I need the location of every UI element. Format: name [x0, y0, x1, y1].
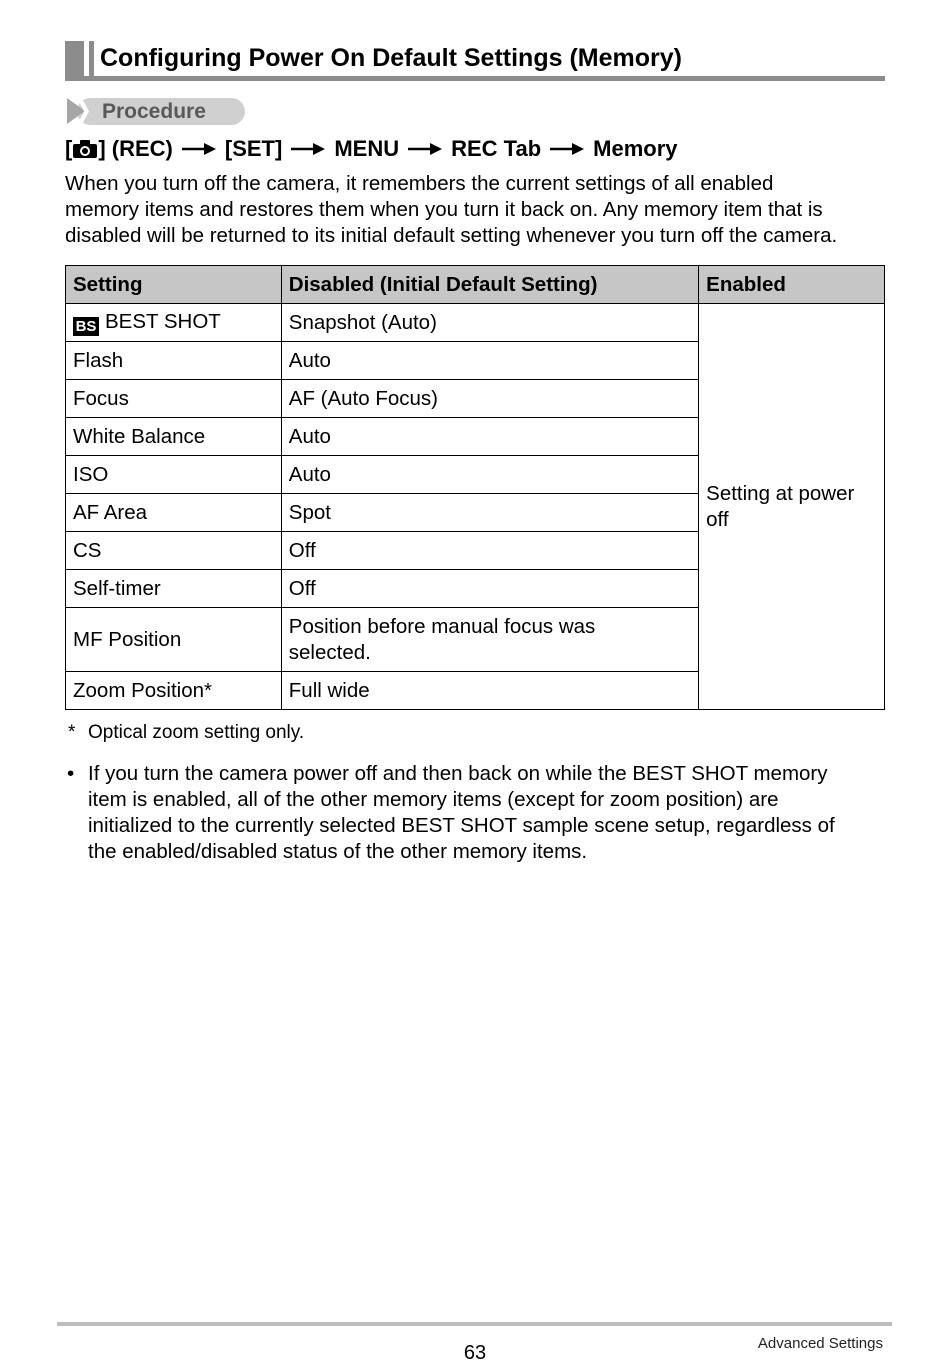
disabled-cell: Off: [281, 532, 698, 570]
set-label: [SET]: [224, 136, 283, 161]
footer-divider: [57, 1322, 892, 1326]
header-disabled: Disabled (Initial Default Setting): [281, 266, 698, 304]
navigation-path: [65, 134, 678, 164]
rec-tab-label: REC Tab: [451, 136, 542, 161]
bullet-line: item is enabled, all of the other memory items (except for zoom position) are: [88, 788, 779, 811]
page-number: 63: [463, 1342, 487, 1364]
setting-cell: Focus: [66, 380, 282, 418]
bullet-line: If you turn the camera power off and then back on while the BEST SHOT memory: [88, 762, 828, 785]
disabled-cell: Auto: [281, 418, 698, 456]
arrow-right-icon: [408, 143, 442, 155]
memory-label: Memory: [593, 136, 678, 161]
procedure-badge: [67, 98, 245, 125]
bullet-line: the enabled/disabled status of the other memory items.: [88, 840, 588, 863]
table-header-row: [66, 266, 885, 304]
setting-cell: MF Position: [66, 608, 282, 672]
arrow-right-icon: [182, 143, 216, 155]
disabled-cell: Off: [281, 570, 698, 608]
rec-mode-label: ] (REC): [98, 136, 173, 161]
title-marker-stripe: [89, 41, 94, 79]
bullet-line: initialized to the currently selected BEST SHOT sample scene setup, regardless of: [88, 814, 835, 837]
menu-label: MENU: [334, 136, 400, 161]
setting-cell: Flash: [66, 342, 282, 380]
arrow-right-icon: [550, 143, 584, 155]
table-row: [66, 304, 885, 342]
setting-cell: BS BEST SHOT: [66, 304, 282, 342]
disabled-cell: Snapshot (Auto): [281, 304, 698, 342]
setting-cell: CS: [66, 532, 282, 570]
disabled-cell: Auto: [281, 342, 698, 380]
section-title-bar: [65, 41, 885, 81]
footnote: [68, 721, 304, 745]
intro-paragraph: [65, 171, 895, 249]
intro-line: disabled will be returned to its initial default setting whenever you turn off the camera.: [65, 224, 838, 247]
title-marker-block: [65, 41, 84, 79]
disabled-cell: AF (Auto Focus): [281, 380, 698, 418]
disabled-cell: Spot: [281, 494, 698, 532]
disabled-cell: Position before manual focus was selected.: [281, 608, 698, 672]
setting-cell: Zoom Position*: [66, 672, 282, 710]
enabled-line: Setting at power: [706, 481, 855, 505]
footnote-text: Optical zoom setting only.: [88, 722, 305, 743]
rec-bracket-open: [: [65, 136, 73, 161]
enabled-cell: [699, 304, 885, 710]
intro-line: When you turn off the camera, it remembers the current settings of all enabled: [65, 172, 774, 195]
page-title: Configuring Power On Default Settings (Memory): [100, 44, 682, 72]
intro-line: memory items and restores them when you turn it back on. Any memory item that is: [65, 198, 823, 221]
memory-settings-table: [65, 265, 885, 710]
setting-cell: Self-timer: [66, 570, 282, 608]
bullet-mark: •: [67, 762, 75, 785]
setting-cell: White Balance: [66, 418, 282, 456]
setting-cell: ISO: [66, 456, 282, 494]
procedure-label: Procedure: [102, 100, 206, 123]
arrow-right-icon: [291, 143, 325, 155]
header-enabled: Enabled: [699, 266, 885, 304]
title-underline: [65, 76, 885, 81]
disabled-cell: Auto: [281, 456, 698, 494]
enabled-line: off: [706, 507, 729, 531]
best-shot-icon: BS: [73, 317, 99, 336]
setting-cell: AF Area: [66, 494, 282, 532]
footer-section-name: Advanced Settings: [757, 1335, 883, 1352]
header-setting: Setting: [66, 266, 282, 304]
camera-icon: [73, 140, 97, 158]
disabled-cell: Full wide: [281, 672, 698, 710]
footnote-mark: *: [68, 722, 76, 743]
